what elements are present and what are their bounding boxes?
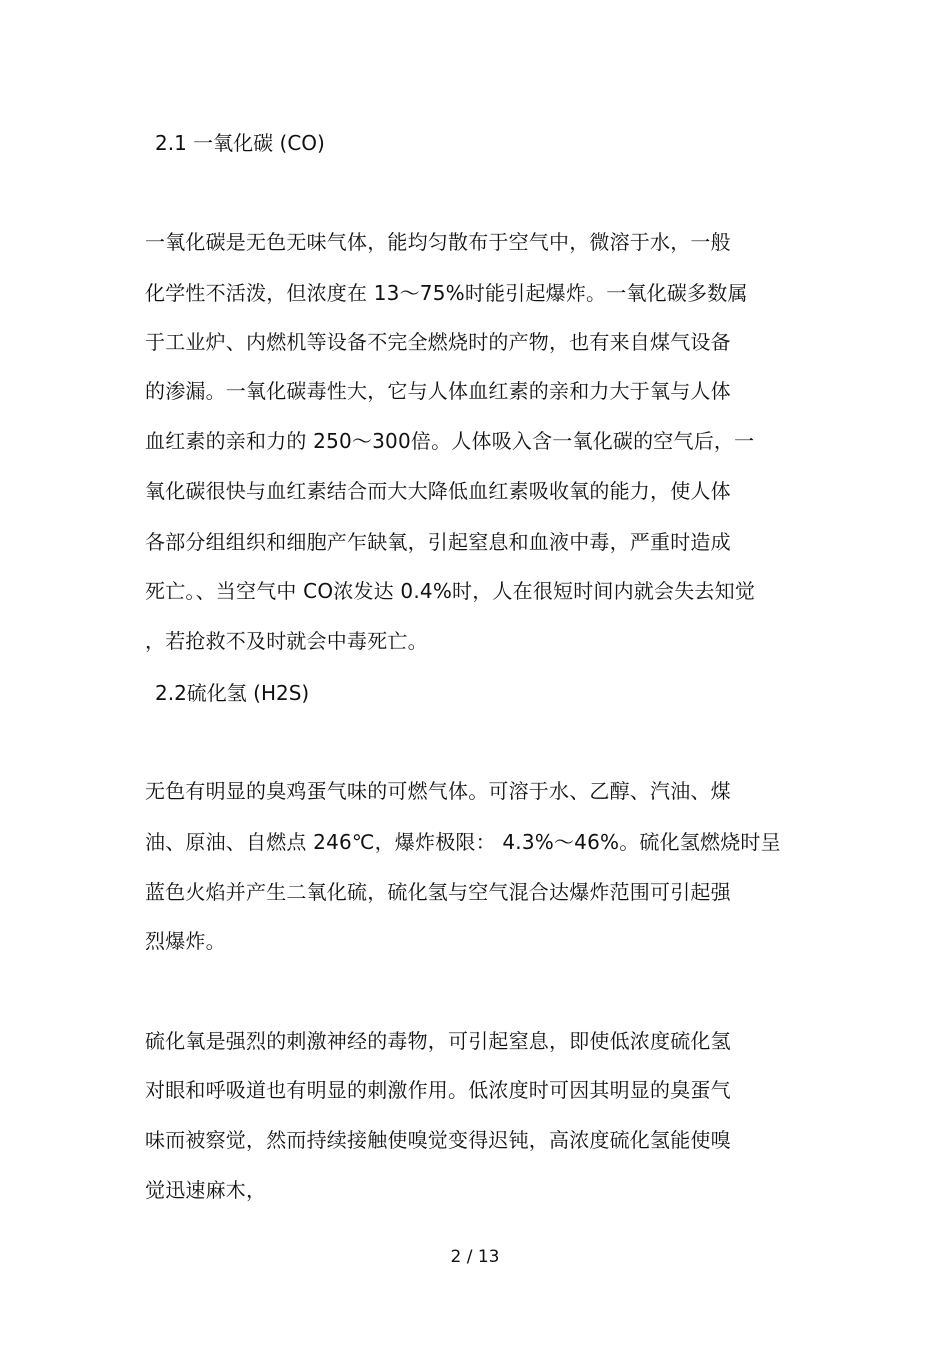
text-line: 油、原油、自燃点 246℃，爆炸极限： 4.3%～46%。硫化氢燃烧时呈 (145, 830, 781, 854)
text-line: 对眼和呼吸道也有明显的刺激作用。低浓度时可因其明显的臭蛋气 (145, 1078, 731, 1102)
text-line: 的渗漏。一氧化碳毒性大，它与人体血红素的亲和力大于氧与人体 (145, 379, 731, 403)
text-line: 觉迅速麻木， (145, 1178, 267, 1202)
section-heading-co: 2.1 一氧化碳 (CO) (155, 131, 325, 155)
text-line: 氧化碳很快与血红素结合而大大降低血红素吸收氧的能力，使人体 (145, 479, 731, 503)
text-line: ，若抢救不及时就会中毒死亡。 (145, 629, 428, 653)
text-line: 血红素的亲和力的 250～300倍。人体吸入含一氧化碳的空气后，一 (145, 429, 755, 453)
text-line: 味而被察觉，然而持续接触使嗅觉变得迟钝，高浓度硫化氢能使嗅 (145, 1128, 731, 1152)
text-line: 化学性不活泼，但浓度在 13～75%时能引起爆炸。一氧化碳多数属 (145, 281, 748, 305)
text-line: 蓝色火焰并产生二氧化硫，硫化氢与空气混合达爆炸范围可引起强 (145, 880, 731, 904)
text-line: 烈爆炸。 (145, 929, 226, 953)
text-line: 无色有明显的臭鸡蛋气味的可燃气体。可溶于水、乙醇、汽油、煤 (145, 779, 731, 803)
text-line: 一氧化碳是无色无味气体，能均匀散布于空气中，微溶于水，一般 (145, 230, 731, 254)
text-line: 硫化氧是强烈的刺激神经的毒物，可引起窒息，即使低浓度硫化氢 (145, 1029, 731, 1053)
text-line: 于工业炉、内燃机等设备不完全燃烧时的产物，也有来自煤气设备 (145, 330, 731, 354)
page-number: 2 / 13 (450, 1247, 500, 1267)
text-line: 各部分组组织和细胞产乍缺氧，引起窒息和血液中毒，严重时造成 (145, 530, 731, 554)
text-line: 死亡。、当空气中 CO浓发达 0.4%时，人在很短时间内就会失去知觉 (145, 579, 756, 603)
section-heading-h2s: 2.2硫化氢 (H2S) (155, 681, 310, 705)
